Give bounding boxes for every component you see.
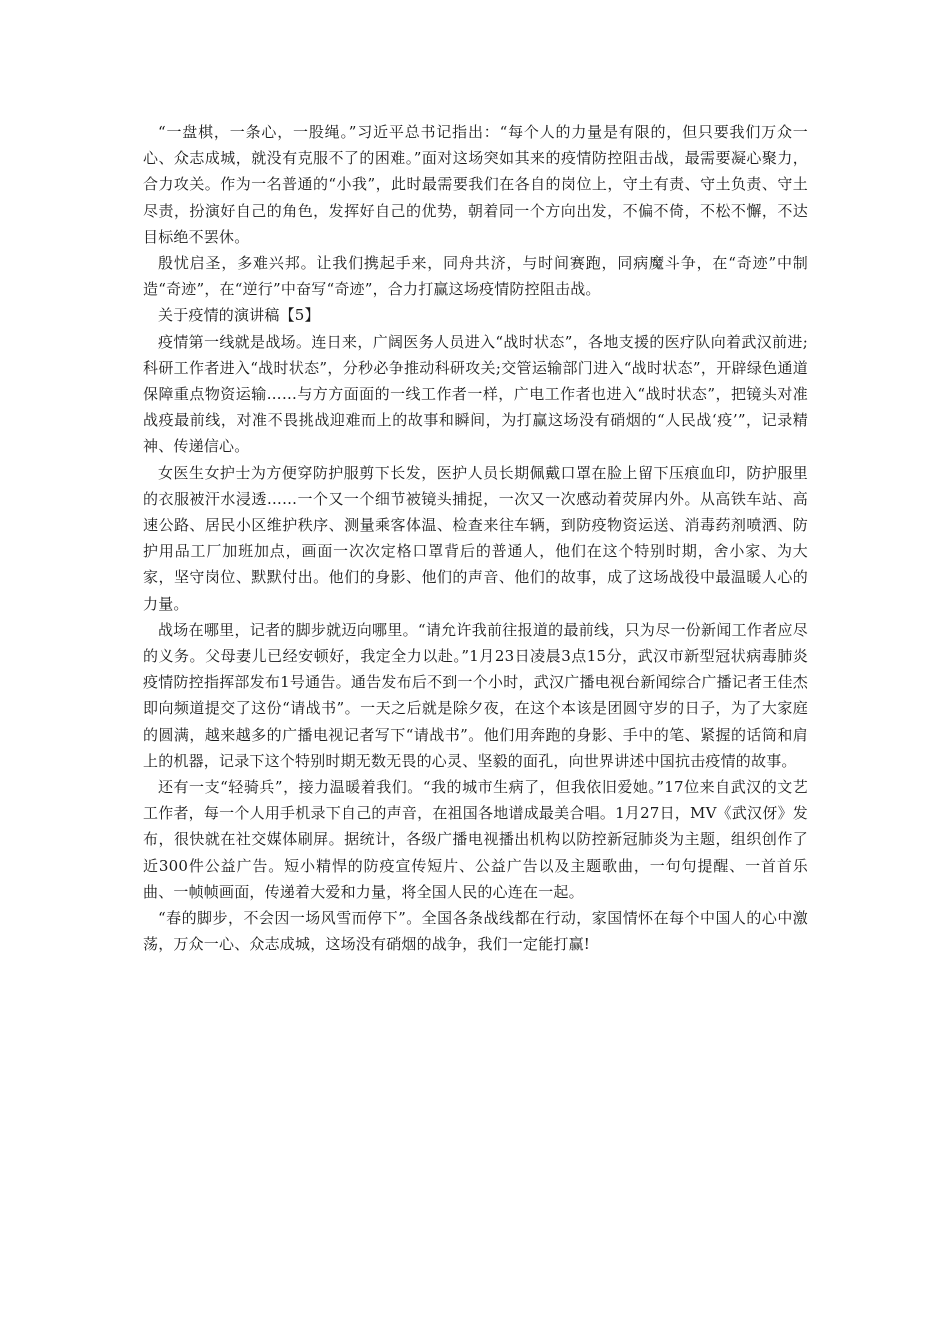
paragraph: 战场在哪里，记者的脚步就迈向哪里。“请允许我前往报道的最前线，只为尽一份新闻工作者应尽的义务。父母妻儿已经安顿好，我定全力以赴。”1月23日凌晨3点15分，武汉市新型冠状病毒肺炎疫情防控指挥部发布1号通告。通告发布后不到一个小时，武汉广播电视台新闻综合广播记者王佳杰即向频道提交了这份“请战书”。一天之后就是除夕夜，在这个本该是团圆守岁的日子，为了大家庭的圆满，越来越多的广播电视记者写下“请战书”。他们用奔跑的身影、手中的笔、紧握的话筒和肩上的机器，记录下这个特别时期无数无畏的心灵、坚毅的面孔，向世界讲述中国抗击疫情的故事。 [143,620,808,770]
paragraph: 女医生女护士为方便穿防护服剪下长发，医护人员长期佩戴口罩在脸上留下压痕血印，防护服里的衣服被汗水浸透……一个又一个细节被镜头捕捉，一次又一次感动着荧屏内外。从高铁车站、高速公路、居民小区维护秩序、测量乘客体温、检查来往车辆，到防疫物资运送、消毒药剂喷洒、防护用品工厂加班加点，画面一次次定格口罩背后的普通人，他们在这个特别时期，舍小家、为大家，坚守岗位、默默付出。他们的身影、他们的声音、他们的故事，成了这场战役中最温暖人心的力量。 [143,463,808,613]
document-body [143,119,808,958]
paragraph: 殷忧启圣，多难兴邦。让我们携起手来，同舟共济，与时间赛跑，同病魔斗争，在“奇迹”中制造“奇迹”，在“逆行”中奋写“奇迹”，合力打赢这场疫情防控阻击战。 [143,254,808,299]
paragraph: “一盘棋，一条心，一股绳。”习近平总书记指出：“每个人的力量是有限的，但只要我们万众一心、众志成城，就没有克服不了的困难。”面对这场突如其来的疫情防控阻击战，最需要凝心聚力，合力攻关。作为一名普通的“小我”，此时最需要我们在各自的岗位上，守土有责、守土负责、守土尽责，扮演好自己的角色，发挥好自己的优势，朝着同一个方向出发，不偏不倚，不松不懈，不达目标绝不罢休。 [143,123,808,246]
section-heading: 关于疫情的演讲稿【5】 [158,306,320,325]
paragraph: 还有一支“轻骑兵”，接力温暖着我们。“我的城市生病了，但我依旧爱她。”17位来自武汉的文艺工作者，每一个人用手机录下自己的声音，在祖国各地谱成最美合唱。1月27日，MV《武汉伢》发布，很快就在社交媒体刷屏。据统计，各级广播电视播出机构以防控新冠肺炎为主题，组织创作了近300件公益广告。短小精悍的防疫宣传短片、公益广告以及主题歌曲，一句句提醒、一首首乐曲、一帧帧画面，传递着大爱和力量，将全国人民的心连在一起。 [143,778,808,901]
paragraph: “春的脚步，不会因一场风雪而停下”。全国各条战线都在行动，家国情怀在每个中国人的心中激荡，万众一心、众志成城，这场没有硝烟的战争，我们一定能打赢! [143,909,808,954]
paragraph: 疫情第一线就是战场。连日来，广阔医务人员进入“战时状态”，各地支援的医疗队向着武汉前进;科研工作者进入“战时状态”，分秒必争推动科研攻关;交管运输部门进入“战时状态”，开辟绿色通道保障重点物资运输……与方方面面的一线工作者一样，广电工作者也进入“战时状态”，把镜头对准战疫最前线，对准不畏挑战迎难而上的故事和瞬间，为打赢这场没有硝烟的“人民战‘疫’”，记录精神、传递信心。 [143,332,808,456]
